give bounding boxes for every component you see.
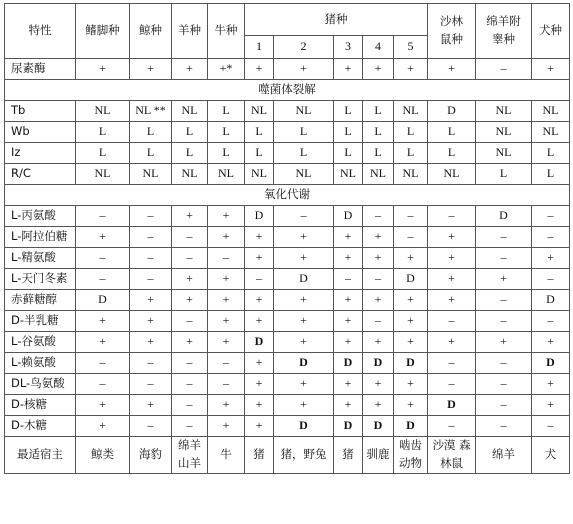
cell: D [532, 353, 570, 374]
cell: D [245, 332, 274, 353]
cell: D [245, 206, 274, 227]
cell: L [428, 122, 476, 143]
cell: + [172, 269, 208, 290]
cell: – [363, 311, 394, 332]
host-cell: 猪 [334, 437, 363, 474]
trait-header: 特性 [5, 4, 76, 59]
table-row [5, 248, 570, 269]
cell: + [172, 206, 208, 227]
cell: + [363, 290, 394, 311]
cell: NL [172, 101, 208, 122]
cell: – [130, 269, 172, 290]
cell: + [274, 395, 334, 416]
cell: + [363, 395, 394, 416]
cell: NL [76, 164, 130, 185]
cell: L [532, 164, 570, 185]
cell: L [208, 101, 245, 122]
cell: – [363, 269, 394, 290]
cell: L [394, 122, 428, 143]
table-row [5, 353, 570, 374]
cell: L [363, 101, 394, 122]
table-row [5, 311, 570, 332]
cell: + [274, 59, 334, 80]
cell: – [76, 206, 130, 227]
biovar-header: 2 [274, 36, 334, 59]
row-label: L-阿拉伯糖 [5, 227, 76, 248]
cell: D [274, 353, 334, 374]
cell: – [476, 374, 532, 395]
cell: + [245, 227, 274, 248]
cell: – [532, 227, 570, 248]
cell: + [76, 227, 130, 248]
species-header: 犬种 [532, 4, 570, 59]
cell: + [394, 374, 428, 395]
cell: L [334, 101, 363, 122]
cell: – [476, 416, 532, 437]
cell: D [394, 269, 428, 290]
row-label: R/C [5, 164, 76, 185]
cell: – [172, 248, 208, 269]
cell: L [394, 143, 428, 164]
row-label: 赤藓糖醇 [5, 290, 76, 311]
cell: D [334, 416, 363, 437]
cell: + [428, 269, 476, 290]
cell: + [428, 227, 476, 248]
row-label: D-核糖 [5, 395, 76, 416]
host-cell: 沙漠 森林鼠 [428, 437, 476, 474]
cell: D [76, 290, 130, 311]
host-cell: 犬 [532, 437, 570, 474]
row-label: Wb [5, 122, 76, 143]
species-header: 牛种 [208, 4, 245, 59]
cell: + [172, 59, 208, 80]
table-row [5, 290, 570, 311]
cell: D [363, 353, 394, 374]
cell: L [274, 122, 334, 143]
cell: NL [394, 164, 428, 185]
cell: – [476, 59, 532, 80]
cell: NL [363, 164, 394, 185]
cell: + [130, 59, 172, 80]
cell: L [334, 122, 363, 143]
phage-section-title: 噬菌体裂解 [5, 80, 570, 101]
cell: + [394, 290, 428, 311]
cell: + [245, 416, 274, 437]
cell: – [130, 227, 172, 248]
cell: – [428, 353, 476, 374]
table-row [5, 122, 570, 143]
cell: + [208, 206, 245, 227]
cell: NL [428, 164, 476, 185]
cell: + [532, 332, 570, 353]
cell: D [476, 206, 532, 227]
cell: + [76, 311, 130, 332]
cell: + [274, 248, 334, 269]
cell: – [208, 353, 245, 374]
cell: + [394, 395, 428, 416]
host-cell: 海豹 [130, 437, 172, 474]
species-header: 绵羊附睾种 [476, 4, 532, 59]
cell: + [363, 374, 394, 395]
species-header: 鲸种 [130, 4, 172, 59]
cell: + [130, 311, 172, 332]
cell: + [76, 332, 130, 353]
cell: – [172, 416, 208, 437]
table-row [5, 395, 570, 416]
cell: L [76, 122, 130, 143]
cell: + [334, 290, 363, 311]
table-row [5, 227, 570, 248]
host-row [5, 437, 570, 474]
cell: – [363, 206, 394, 227]
cell: – [172, 374, 208, 395]
cell: – [532, 269, 570, 290]
cell: + [428, 290, 476, 311]
cell: NL [274, 164, 334, 185]
cell: NL [476, 122, 532, 143]
cell: – [172, 227, 208, 248]
cell: + [334, 311, 363, 332]
host-cell: 驯鹿 [363, 437, 394, 474]
host-cell: 猪 [245, 437, 274, 474]
cell: + [394, 311, 428, 332]
species-header: 鳍脚种 [76, 4, 130, 59]
table-row [5, 332, 570, 353]
biovar-header: 3 [334, 36, 363, 59]
row-label: 最适宿主 [5, 437, 76, 474]
cell: D [394, 416, 428, 437]
cell: + [208, 395, 245, 416]
cell: L [334, 143, 363, 164]
section-row [5, 80, 570, 101]
cell: – [208, 374, 245, 395]
cell: + [476, 332, 532, 353]
cell: + [208, 416, 245, 437]
row-label: Iz [5, 143, 76, 164]
cell: + [208, 290, 245, 311]
cell: – [394, 227, 428, 248]
brucella-characteristics-table [4, 3, 570, 474]
cell: – [476, 290, 532, 311]
cell: L [363, 122, 394, 143]
cell: NL [532, 122, 570, 143]
cell: L [208, 143, 245, 164]
cell: + [208, 311, 245, 332]
cell: + [428, 59, 476, 80]
cell: + [130, 290, 172, 311]
cell: + [274, 290, 334, 311]
cell: – [532, 311, 570, 332]
cell: D [334, 353, 363, 374]
row-label: L-赖氨酸 [5, 353, 76, 374]
cell: L [274, 143, 334, 164]
cell: L [130, 122, 172, 143]
cell: + [172, 290, 208, 311]
cell: NL [208, 164, 245, 185]
cell: + [274, 227, 334, 248]
cell: NL [172, 164, 208, 185]
species-header: 沙林鼠种 [428, 4, 476, 59]
row-label: L-天门冬素 [5, 269, 76, 290]
biovar-header: 5 [394, 36, 428, 59]
cell: + [245, 290, 274, 311]
cell: + [394, 59, 428, 80]
cell: – [428, 311, 476, 332]
cell: – [130, 206, 172, 227]
host-cell: 啮齿 动物 [394, 437, 428, 474]
row-label: DL-鸟氨酸 [5, 374, 76, 395]
cell: – [532, 416, 570, 437]
cell: + [334, 59, 363, 80]
cell: – [532, 206, 570, 227]
cell: + [476, 269, 532, 290]
table-row [5, 101, 570, 122]
table-row [5, 374, 570, 395]
cell: NL [476, 143, 532, 164]
cell: L [130, 143, 172, 164]
cell: L [172, 143, 208, 164]
cell: + [245, 374, 274, 395]
cell: – [172, 311, 208, 332]
cell: D [394, 353, 428, 374]
species-header: 羊种 [172, 4, 208, 59]
cell: – [476, 311, 532, 332]
cell: + [363, 332, 394, 353]
cell: + [363, 248, 394, 269]
cell: L [428, 143, 476, 164]
cell: – [172, 395, 208, 416]
cell: + [208, 332, 245, 353]
cell: D [428, 101, 476, 122]
cell: L [532, 143, 570, 164]
cell: – [394, 206, 428, 227]
cell: NL [245, 164, 274, 185]
cell: L [172, 122, 208, 143]
species-header-pig: 猪种 [245, 4, 428, 36]
cell: + [532, 395, 570, 416]
host-cell: 绵羊 [476, 437, 532, 474]
cell: + [532, 248, 570, 269]
cell: L [245, 143, 274, 164]
cell: NL [476, 101, 532, 122]
cell: + [334, 374, 363, 395]
host-cell: 鲸类 [76, 437, 130, 474]
cell: – [476, 353, 532, 374]
cell: D [274, 269, 334, 290]
table-row [5, 164, 570, 185]
urease-row [5, 59, 570, 80]
cell: + [245, 59, 274, 80]
cell: +* [208, 59, 245, 80]
row-label: D-半乳糖 [5, 311, 76, 332]
row-label: D-木糖 [5, 416, 76, 437]
cell: + [274, 332, 334, 353]
host-cell: 绵羊 山羊 [172, 437, 208, 474]
cell: NL [394, 101, 428, 122]
cell: + [532, 374, 570, 395]
section-row [5, 185, 570, 206]
cell: D [428, 395, 476, 416]
cell: – [245, 269, 274, 290]
cell: D [334, 206, 363, 227]
cell: – [428, 374, 476, 395]
row-label: L-精氨酸 [5, 248, 76, 269]
cell: NL [245, 101, 274, 122]
cell: – [76, 353, 130, 374]
cell: D [363, 416, 394, 437]
cell: + [532, 59, 570, 80]
cell: + [130, 395, 172, 416]
table-row [5, 416, 570, 437]
table-row [5, 206, 570, 227]
cell: + [428, 332, 476, 353]
cell: – [208, 248, 245, 269]
cell: + [76, 395, 130, 416]
cell: – [334, 269, 363, 290]
cell: + [363, 59, 394, 80]
cell: NL ** [130, 101, 172, 122]
cell: + [130, 332, 172, 353]
row-label: L-丙氨酸 [5, 206, 76, 227]
cell: NL [532, 101, 570, 122]
cell: – [130, 353, 172, 374]
cell: – [130, 248, 172, 269]
table-row [5, 143, 570, 164]
cell: – [76, 269, 130, 290]
cell: + [245, 353, 274, 374]
cell: + [172, 332, 208, 353]
cell: + [274, 374, 334, 395]
cell: NL [274, 101, 334, 122]
cell: + [274, 311, 334, 332]
cell: + [208, 227, 245, 248]
cell: + [245, 311, 274, 332]
cell: + [394, 332, 428, 353]
cell: – [274, 206, 334, 227]
table-row [5, 269, 570, 290]
cell: L [245, 122, 274, 143]
cell: + [334, 332, 363, 353]
cell: + [245, 395, 274, 416]
cell: + [76, 59, 130, 80]
cell: – [130, 374, 172, 395]
cell: – [476, 227, 532, 248]
biovar-header: 4 [363, 36, 394, 59]
cell: + [208, 269, 245, 290]
header-row [5, 4, 570, 36]
row-label: L-谷氨酸 [5, 332, 76, 353]
cell: L [76, 143, 130, 164]
cell: + [334, 248, 363, 269]
cell: – [76, 248, 130, 269]
cell: + [334, 227, 363, 248]
cell: – [76, 374, 130, 395]
cell: D [532, 290, 570, 311]
cell: NL [76, 101, 130, 122]
cell: + [76, 416, 130, 437]
cell: – [428, 206, 476, 227]
row-label: Tb [5, 101, 76, 122]
cell: – [476, 248, 532, 269]
cell: – [476, 395, 532, 416]
cell: – [428, 416, 476, 437]
row-label: 尿素酶 [5, 59, 76, 80]
cell: L [476, 164, 532, 185]
cell: + [394, 248, 428, 269]
host-cell: 猪，野兔 [274, 437, 334, 474]
cell: – [172, 353, 208, 374]
cell: + [334, 395, 363, 416]
cell: + [363, 227, 394, 248]
cell: D [274, 416, 334, 437]
cell: L [363, 143, 394, 164]
host-cell: 牛 [208, 437, 245, 474]
cell: NL [130, 164, 172, 185]
oxidation-section-title: 氧化代谢 [5, 185, 570, 206]
cell: L [208, 122, 245, 143]
cell: + [428, 248, 476, 269]
cell: – [130, 416, 172, 437]
biovar-header: 1 [245, 36, 274, 59]
cell: + [245, 248, 274, 269]
cell: NL [334, 164, 363, 185]
